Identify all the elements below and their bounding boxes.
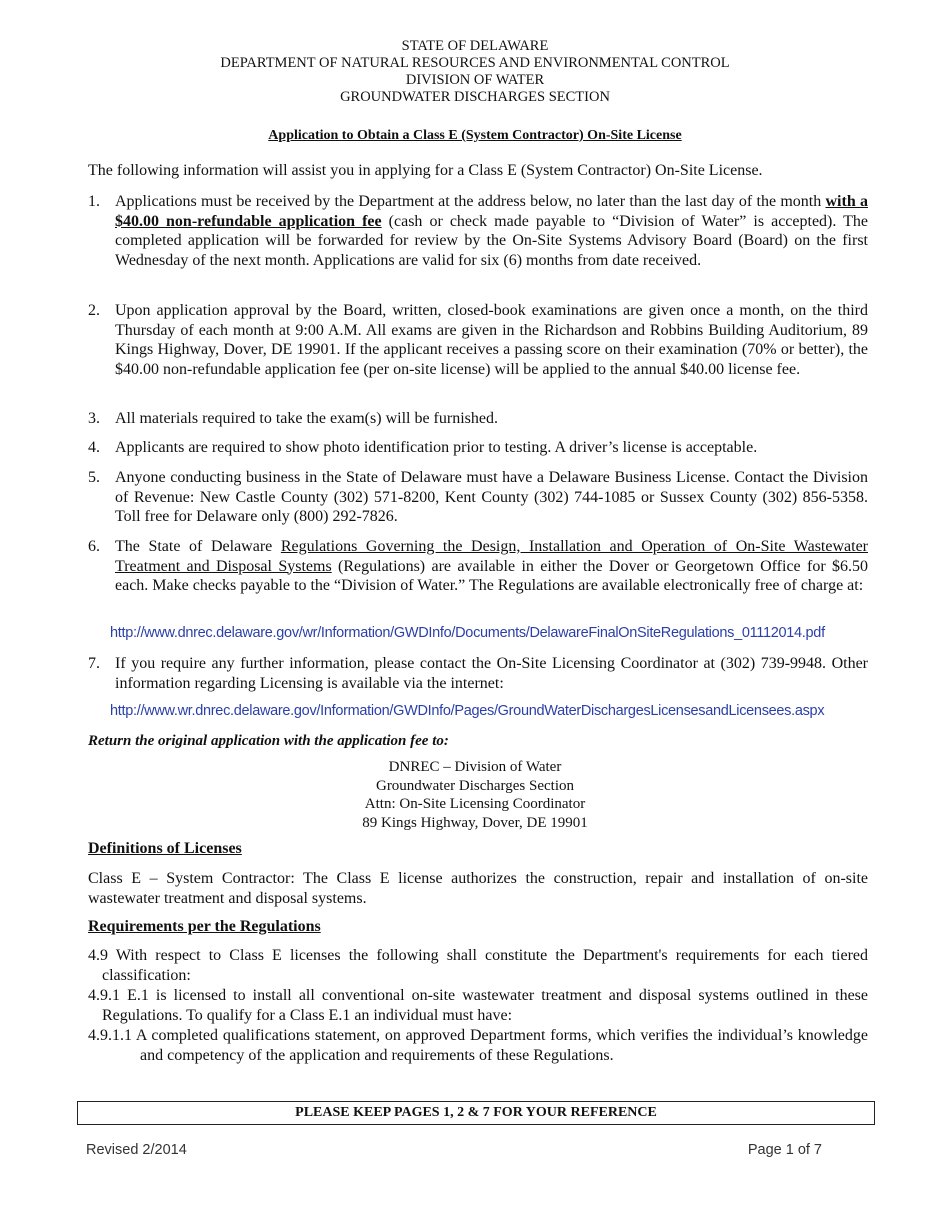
requirement-4-9: 4.9 With respect to Class E licenses the following shall constitute the Department's requirements for each tiered classification: <box>88 947 868 984</box>
list-item <box>88 192 868 270</box>
definitions-heading: Definitions of Licenses <box>88 840 242 857</box>
item-text: Applications must be received by the Department at the address below, no later than the last day of the month <box>115 193 826 210</box>
item-number: 3. <box>88 410 100 427</box>
requirements-heading: Requirements per the Regulations <box>88 918 321 935</box>
list-item <box>88 468 868 527</box>
header-department: DEPARTMENT OF NATURAL RESOURCES AND ENVIRONMENTAL CONTROL <box>220 55 730 71</box>
agency-header <box>0 38 950 106</box>
item-text: If you require any further information, please contact the On-Site Licensing Coordinator at (302) 739-9948. Other information regarding Licensing is available via the internet: <box>115 655 868 692</box>
item-number: 5. <box>88 469 100 486</box>
item-text-cont: (cash or check made payable to “Division of Water” is accepted). The completed application will be forwarded for review by the On-Site Systems Advisory Board (Board) on the first Wednesday of the next month. Applications are valid for six (6) months from date received. <box>115 212 869 269</box>
return-instruction: Return the original application with the application fee to: <box>88 733 449 749</box>
header-state: STATE OF DELAWARE <box>401 38 549 54</box>
item-text: Anyone conducting business in the State of Delaware must have a Delaware Business License. Contact the Division of Revenue: New Castle County (302) 571-8200, Kent County (302) 744-1085 or Sussex County (302) 856-5358. Toll free for Delaware only (800) 292-7826. <box>115 469 868 525</box>
fee-emphasis: with a $40.00 non-refundable application fee <box>115 193 868 230</box>
page-number: Page 1 of 7 <box>747 1142 822 1158</box>
document-title: Application to Obtain a Class E (System Contractor) On-Site License <box>268 128 682 143</box>
item-number: 1. <box>88 193 100 210</box>
header-division: DIVISION OF WATER <box>405 72 545 88</box>
item-text: Applicants are required to show photo identification prior to testing. A driver’s license is acceptable. <box>115 439 758 456</box>
requirement-4-9-1-1: 4.9.1.1 A completed qualifications statement, on approved Department forms, which verifies the individual’s knowledge and competency of the application and requirements of these Regulations. <box>88 1027 868 1064</box>
intro-paragraph: The following information will assist you in applying for a Class E (System Contractor) On-Site License. <box>88 162 763 179</box>
item-text: The State of Delaware <box>115 538 281 555</box>
item-text-cont: (Regulations) are available in either the Dover or Georgetown Office for $6.50 each. Make checks payable to the “Division of Water.” The Regulations are available electronically free of charge at: <box>115 557 869 594</box>
licensing-url-link[interactable]: http://www.wr.dnrec.delaware.gov/Information/GWDInfo/Pages/GroundWaterDischargesLicensesandLicensees.aspx <box>110 703 825 719</box>
item-number: 2. <box>88 302 100 319</box>
address-line: Attn: On-Site Licensing Coordinator <box>364 796 586 812</box>
definitions-text: Class E – System Contractor: The Class E license authorizes the construction, repair and installation of on-site wastewater treatment and disposal systems. <box>88 870 868 907</box>
revision-date: Revised 2/2014 <box>86 1142 187 1158</box>
address-line: DNREC – Division of Water <box>388 759 562 775</box>
item-number: 4. <box>88 439 100 456</box>
list-item <box>88 301 868 379</box>
reference-notice-box: PLEASE KEEP PAGES 1, 2 & 7 FOR YOUR REFERENCE <box>77 1101 875 1125</box>
regulations-title: Regulations Governing the Design, Installation and Operation of On-Site Wastewater Treatment and Disposal Systems <box>115 538 869 575</box>
item-number: 6. <box>88 538 100 555</box>
item-text: All materials required to take the exam(s) will be furnished. <box>115 410 498 427</box>
list-item <box>88 409 868 429</box>
list-item <box>88 654 868 693</box>
requirement-4-9-1: 4.9.1 E.1 is licensed to install all conventional on-site wastewater treatment and disposal systems outlined in these Regulations. To qualify for a Class E.1 an individual must have: <box>88 987 868 1024</box>
header-section: GROUNDWATER DISCHARGES SECTION <box>340 89 610 105</box>
item-number: 7. <box>88 655 100 672</box>
list-item <box>88 537 868 596</box>
address-line: 89 Kings Highway, Dover, DE 19901 <box>362 814 588 831</box>
list-item <box>88 438 868 458</box>
item-text: Upon application approval by the Board, written, closed-book examinations are given once a month, on the third Thursday of each month at 9:00 A.M. All exams are given in the Richardson and Robbins Building Auditorium, 89 Kings Highway, Dover, DE 19901. If the applicant receives a passing score on their examination (70% or better), the $40.00 non-refundable application fee (per on-site license) will be applied to the annual $40.00 license fee. <box>115 302 868 378</box>
regulations-url-link[interactable]: http://www.dnrec.delaware.gov/wr/Information/GWDInfo/Documents/DelawareFinalOnSiteRegulations_01112014.pdf <box>110 625 825 641</box>
address-line: Groundwater Discharges Section <box>375 777 574 794</box>
mailing-address <box>0 758 950 832</box>
